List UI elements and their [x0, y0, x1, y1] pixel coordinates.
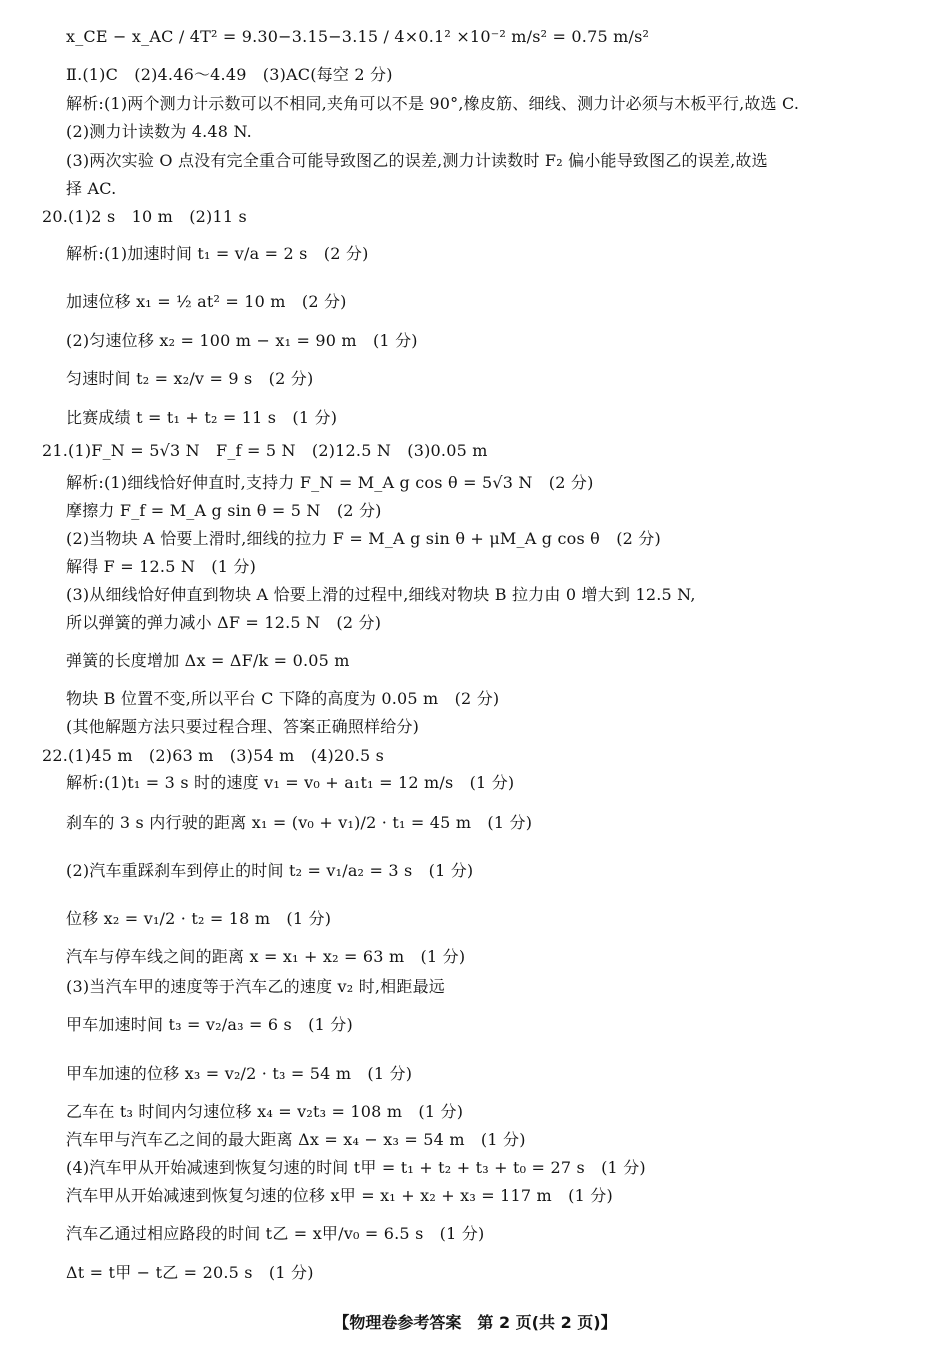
q20-heading: 20.(1)2 s 10 m (2)11 s	[42, 207, 247, 226]
page-footer: 【物理卷参考答案 第 2 页(共 2 页)】	[333, 1313, 617, 1332]
q22-heading: 22.(1)45 m (2)63 m (3)54 m (4)20.5 s	[42, 746, 385, 765]
q22-line-9: 乙车在 t₃ 时间内匀速位移 x₄ = v₂t₃ = 108 m (1 分)	[66, 1102, 464, 1121]
q22-line-4: 位移 x₂ = v₁/2 · t₂ = 18 m (1 分)	[66, 909, 332, 928]
q22-line-13: 汽车乙通过相应路段的时间 t乙 = x甲/v₀ = 6.5 s (1 分)	[66, 1224, 485, 1243]
q21-line-5: (3)从细线恰好伸直到物块 A 恰要上滑的过程中,细线对物块 B 拉力由 0 增大到 12.5 N,	[66, 585, 696, 604]
q20-line-3: (2)匀速位移 x₂ = 100 m − x₁ = 90 m (1 分)	[66, 331, 418, 350]
q22-line-7: 甲车加速时间 t₃ = v₂/a₃ = 6 s (1 分)	[66, 1015, 353, 1034]
q22-line-2: 刹车的 3 s 内行驶的距离 x₁ = (v₀ + v₁)/2 · t₁ = 45 m (1 分)	[66, 813, 533, 832]
line-ii-analysis-1: 解析:(1)两个测力计示数可以不相同,夹角可以不是 90°,橡皮筋、细线、测力计必须与木板平行,故选 C.	[66, 94, 800, 113]
line-ii-analysis-2: (2)测力计读数为 4.48 N.	[66, 122, 252, 141]
q21-line-8: 物块 B 位置不变,所以平台 C 下降的高度为 0.05 m (2 分)	[66, 689, 500, 708]
q20-line-2: 加速位移 x₁ = ½ at² = 10 m (2 分)	[66, 292, 347, 311]
line-ii-analysis-3-cont: 择 AC.	[66, 179, 117, 198]
q21-line-4: 解得 F = 12.5 N (1 分)	[66, 557, 257, 576]
q22-line-11: (4)汽车甲从开始减速到恢复匀速的时间 t甲 = t₁ + t₂ + t₃ + t₀ = 27 s (1 分)	[66, 1158, 646, 1177]
q22-line-1: 解析:(1)t₁ = 3 s 时的速度 v₁ = v₀ + a₁t₁ = 12 m/s (1 分)	[66, 773, 515, 792]
q22-line-6: (3)当汽车甲的速度等于汽车乙的速度 v₂ 时,相距最远	[66, 977, 445, 996]
q20-line-1: 解析:(1)加速时间 t₁ = v/a = 2 s (2 分)	[66, 244, 369, 263]
q21-line-6: 所以弹簧的弹力减小 ΔF = 12.5 N (2 分)	[66, 613, 382, 632]
q21-note: (其他解题方法只要过程合理、答案正确照样给分)	[66, 717, 420, 736]
q22-line-3: (2)汽车重踩刹车到停止的时间 t₂ = v₁/a₂ = 3 s (1 分)	[66, 861, 474, 880]
line-ii-analysis-3: (3)两次实验 O 点没有完全重合可能导致图乙的误差,测力计读数时 F₂ 偏小能导致图乙的误差,故选	[66, 151, 768, 170]
q22-line-10: 汽车甲与汽车乙之间的最大距离 Δx = x₄ − x₃ = 54 m (1 分)	[66, 1130, 526, 1149]
q21-line-2: 摩擦力 F_f = M_A g sin θ = 5 N (2 分)	[66, 501, 382, 520]
q20-line-4: 匀速时间 t₂ = x₂/v = 9 s (2 分)	[66, 369, 314, 388]
q21-line-3: (2)当物块 A 恰要上滑时,细线的拉力 F = M_A g sin θ + μM_A g cos θ (2 分)	[66, 529, 661, 548]
line-ii-answers: Ⅱ.(1)C (2)4.46～4.49 (3)AC(每空 2 分)	[66, 65, 393, 84]
q22-line-14: Δt = t甲 − t乙 = 20.5 s (1 分)	[66, 1263, 314, 1282]
q21-line-1: 解析:(1)细线恰好伸直时,支持力 F_N = M_A g cos θ = 5√3 N (2 分)	[66, 473, 594, 492]
q22-line-8: 甲车加速的位移 x₃ = v₂/2 · t₃ = 54 m (1 分)	[66, 1064, 413, 1083]
q22-line-12: 汽车甲从开始减速到恢复匀速的位移 x甲 = x₁ + x₂ + x₃ = 117 m (1 分)	[66, 1186, 613, 1205]
q21-line-7: 弹簧的长度增加 Δx = ΔF/k = 0.05 m	[66, 651, 350, 670]
line-formula-acceleration: x_CE − x_AC / 4T² = 9.30−3.15−3.15 / 4×0.1² ×10⁻² m/s² = 0.75 m/s²	[66, 27, 650, 46]
q20-line-5: 比赛成绩 t = t₁ + t₂ = 11 s (1 分)	[66, 408, 338, 427]
q22-line-5: 汽车与停车线之间的距离 x = x₁ + x₂ = 63 m (1 分)	[66, 947, 466, 966]
q21-heading: 21.(1)F_N = 5√3 N F_f = 5 N (2)12.5 N (3)0.05 m	[42, 441, 488, 460]
